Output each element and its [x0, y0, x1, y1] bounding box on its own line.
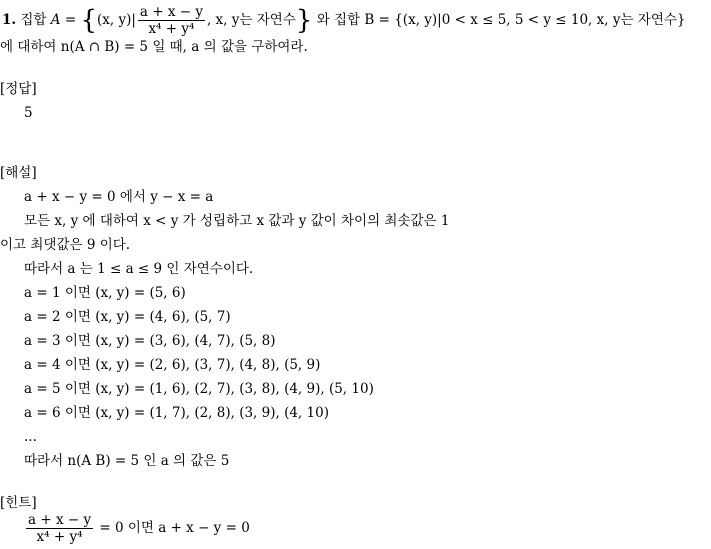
solution-line: ...: [24, 429, 37, 445]
problem-number: 1.: [2, 12, 17, 28]
set-a-fraction: [138, 4, 205, 37]
solution-line: 모든 x, y 에 대하여 x < y 가 성립하고 x 값과 y 값이 차이의 최솟값은 1: [24, 213, 450, 229]
hint-fraction-numerator: a + x − y: [28, 512, 92, 528]
set-a-symbol: A: [50, 12, 61, 28]
solution-line: a = 2 이면 (x, y) = (4, 6), (5, 7): [24, 309, 231, 325]
solution-line: a + x − y = 0 에서 y − x = a: [24, 189, 214, 205]
problem-line-1: [2, 4, 686, 37]
set-a-fraction-denominator: x⁴ + y⁴: [148, 21, 195, 37]
answer-value: 5: [24, 105, 33, 121]
brace-close: }: [295, 5, 313, 36]
set-a-condition: , x, y는 자연수: [206, 12, 296, 28]
solution-line: a = 6 이면 (x, y) = (1, 7), (2, 8), (3, 9), (4, 10): [24, 405, 329, 421]
solution-label: [해설]: [0, 165, 37, 181]
solution-line: a = 1 이면 (x, y) = (5, 6): [24, 285, 186, 301]
set-a-fraction-numerator: a + x − y: [139, 4, 203, 20]
solution-line: 따라서 n(A B) = 5 인 a 의 값은 5: [24, 453, 230, 469]
answer-label: [정답]: [0, 81, 37, 97]
hint-fraction-denominator: x⁴ + y⁴: [36, 529, 83, 545]
hint-fraction: [26, 512, 93, 545]
equals-sign: =: [64, 12, 77, 28]
problem-text-intro: 집합: [20, 12, 47, 28]
solution-line: 이고 최댓값은 9 이다.: [0, 237, 131, 253]
problem-text-mid: 와 집합: [316, 12, 361, 28]
hint-label: [힌트]: [0, 495, 37, 511]
hint-rest: = 0 이면 a + x − y = 0: [99, 520, 250, 536]
solution-line: a = 5 이면 (x, y) = (1, 6), (2, 7), (3, 8), (4, 9), (5, 10): [24, 381, 374, 397]
hint-line: [24, 512, 250, 545]
brace-open: {: [80, 5, 97, 36]
problem-line-2: 에 대하여 n(A ∩ B) = 5 일 때, a 의 값을 구하여라.: [0, 39, 308, 55]
set-a-pair: (x, y)|: [96, 12, 136, 28]
solution-line: a = 4 이면 (x, y) = (2, 6), (3, 7), (4, 8), (5, 9): [24, 357, 321, 373]
solution-line: a = 3 이면 (x, y) = (3, 6), (4, 7), (5, 8): [24, 333, 276, 349]
solution-line: 따라서 a 는 1 ≤ a ≤ 9 인 자연수이다.: [24, 261, 254, 277]
set-b-definition: B = {(x, y)|0 < x ≤ 5, 5 < y ≤ 10, x, y는 자연수}: [364, 12, 686, 28]
